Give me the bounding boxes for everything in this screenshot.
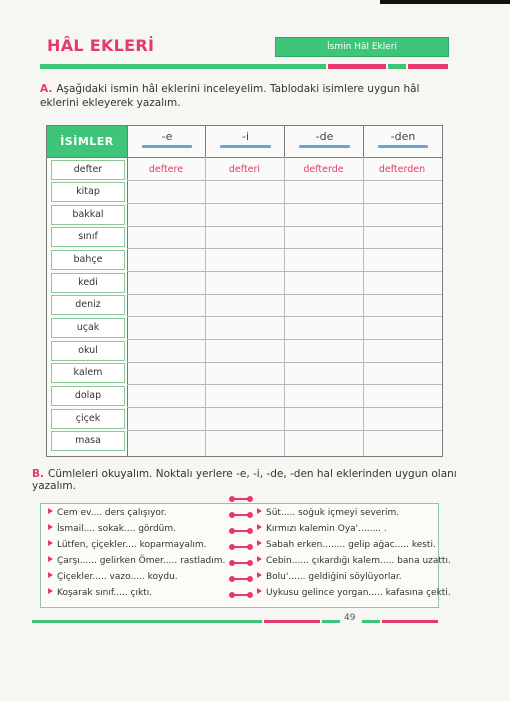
sentence-right[interactable]: Bolu'...... geldiğini söylüyorlar. (257, 572, 402, 582)
arrow-icon (48, 556, 53, 562)
page-number: 49 (344, 613, 356, 623)
header-stripe-green-2 (388, 64, 406, 69)
arrow-icon (257, 540, 262, 546)
sentence-right[interactable]: Süt..... soğuk içmeyi severim. (257, 508, 399, 518)
row-divider (127, 180, 442, 181)
table-header-suffix-de (284, 126, 364, 157)
row-divider (127, 407, 442, 408)
arrow-icon (257, 524, 262, 530)
row-divider (127, 384, 442, 385)
section-a-letter: A. (40, 83, 53, 95)
sentence-left[interactable]: Lütfen, çiçekler.... koparmayalım. (48, 540, 207, 550)
noun-defter: defter (51, 160, 125, 180)
sentence-right[interactable]: Uykusu gelince yorgan..... kafasına çekti. (257, 588, 451, 598)
answer-cell-de[interactable]: defterde (303, 164, 344, 175)
noun-okul: okul (51, 341, 125, 361)
arrow-icon (257, 508, 262, 514)
noun-bakkal: bakkal (51, 205, 125, 225)
footer-stripe-green-3 (362, 620, 380, 623)
column-divider (363, 157, 364, 456)
connector-icon (229, 496, 253, 502)
column-divider (205, 157, 206, 456)
suffix-table (46, 125, 443, 457)
header-divider (47, 157, 442, 158)
top-black-bar (380, 0, 510, 4)
arrow-icon (257, 556, 262, 562)
sentence-right[interactable]: Cebin...... çıkardığı kalem..... bana uzattı. (257, 556, 451, 566)
page-title: HÂL EKLERİ (47, 36, 155, 55)
header-stripe-pink (328, 64, 386, 69)
sentence-left[interactable]: Çiçekler..... vazo..... koydu. (48, 572, 178, 582)
connector-icon (229, 528, 253, 534)
noun-kedi: kedi (51, 273, 125, 293)
suffix-label: -den (390, 130, 416, 143)
arrow-icon (48, 572, 53, 578)
table-header-suffix-e (127, 126, 206, 157)
section-b-letter: B. (32, 468, 44, 480)
connector-icon (229, 592, 253, 598)
arrow-icon (48, 540, 53, 546)
suffix-label: -de (315, 130, 334, 143)
topic-badge: İsmin Hâl Ekleri (275, 37, 449, 57)
row-divider (127, 203, 442, 204)
row-divider (127, 339, 442, 340)
suffix-underline (142, 145, 192, 148)
row-divider (127, 316, 442, 317)
answer-cell-i[interactable]: defteri (228, 164, 261, 175)
suffix-label: -e (161, 130, 173, 143)
section-a-instruction (40, 82, 460, 110)
noun-masa: masa (51, 431, 125, 451)
answer-cell-den[interactable]: defterden (378, 164, 426, 175)
noun-dolap: dolap (51, 386, 125, 406)
arrow-icon (48, 508, 53, 514)
connector-icon (229, 560, 253, 566)
sentence-right[interactable]: Sabah erken........ gelip ağac..... kesti. (257, 540, 436, 550)
arrow-icon (48, 588, 53, 594)
section-a-text: Aşağıdaki ismin hâl eklerini inceleyelim. Tablodaki isimlere uygun hâl eklerini ekleyerek yazalım. (40, 83, 420, 109)
row-divider (127, 248, 442, 249)
noun-sinif: sınıf (51, 227, 125, 247)
suffix-underline (220, 145, 271, 148)
sentence-right[interactable]: Kırmızı kalemin Oya'........ . (257, 524, 387, 534)
footer-stripe-green (32, 620, 262, 623)
table-header-suffix-i (205, 126, 285, 157)
connector-icon (229, 544, 253, 550)
header-stripe-green (40, 64, 326, 69)
connector-icon (229, 576, 253, 582)
row-divider (127, 271, 442, 272)
row-divider (127, 294, 442, 295)
footer-stripe-pink (264, 620, 320, 623)
connector-icon (229, 512, 253, 518)
sentence-left[interactable]: Koşarak sınıf..... çıktı. (48, 588, 152, 598)
suffix-underline (299, 145, 350, 148)
noun-cicek: çiçek (51, 409, 125, 429)
footer-stripe-green-2 (322, 620, 340, 623)
suffix-underline (378, 145, 428, 148)
header-stripe-pink-2 (408, 64, 448, 69)
row-divider (127, 226, 442, 227)
sentence-left[interactable]: Cem ev.... ders çalışıyor. (48, 508, 167, 518)
noun-ucak: uçak (51, 318, 125, 338)
arrow-icon (48, 524, 53, 530)
table-header-isimler: İSİMLER (47, 126, 127, 157)
arrow-icon (257, 588, 262, 594)
answer-cell-e[interactable]: deftere (148, 164, 184, 175)
footer-stripe-pink-2 (382, 620, 438, 623)
sentence-left[interactable]: Çarşı...... gelirken Ömer..... rastladım. (48, 556, 225, 566)
section-b-instruction (32, 468, 472, 492)
column-divider (127, 157, 128, 456)
section-b-text: Cümleleri okuyalım. Noktalı yerlere -e, -i, -de, -den hal eklerinden uygun olanı yazalım. (32, 468, 457, 492)
row-divider (127, 430, 442, 431)
noun-bahce: bahçe (51, 250, 125, 270)
column-divider (284, 157, 285, 456)
suffix-label: -i (241, 130, 250, 143)
row-divider (127, 362, 442, 363)
arrow-icon (257, 572, 262, 578)
noun-kitap: kitap (51, 182, 125, 202)
table-header-suffix-den (363, 126, 442, 157)
sentence-left[interactable]: İsmail.... sokak.... gördüm. (48, 524, 176, 534)
noun-deniz: deniz (51, 295, 125, 315)
noun-kalem: kalem (51, 363, 125, 383)
